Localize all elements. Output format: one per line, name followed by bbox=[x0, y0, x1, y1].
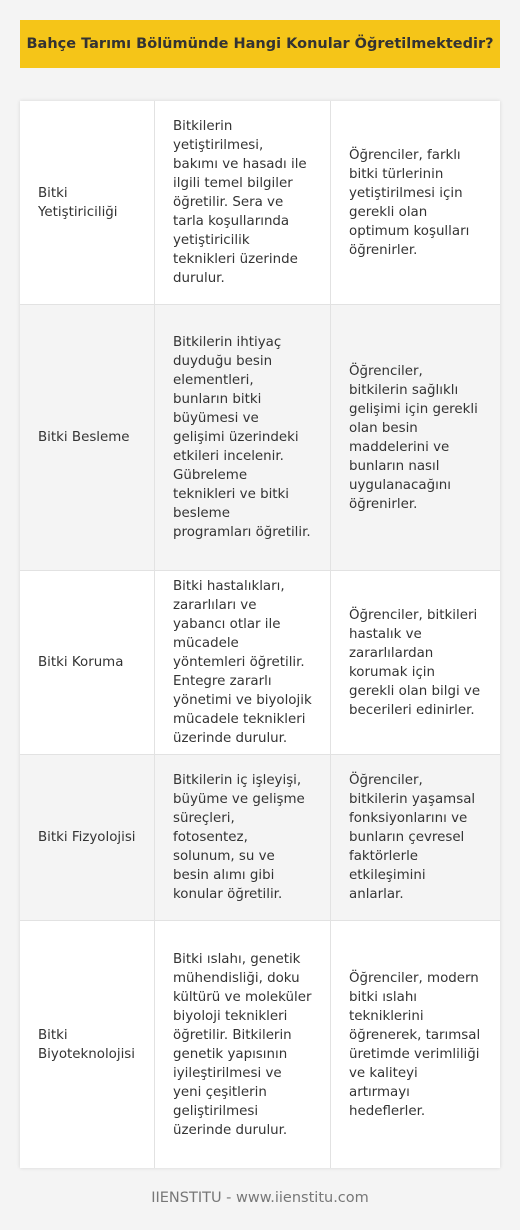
topic-cell: Bitki Biyoteknolojisi bbox=[20, 921, 155, 1168]
topic-cell: Bitki Koruma bbox=[20, 571, 155, 755]
topic-cell: Bitki Fizyolojisi bbox=[20, 755, 155, 921]
content-cell: Bitki ıslahı, genetik mühendisliği, doku kültürü ve moleküler biyoloji teknikleri öğretilir. Bitkilerin genetik yapısının iyileştirilmesi ve yeni çeşitlerin geliştirilmesi üzerinde durulur. bbox=[155, 921, 331, 1168]
outcome-cell: Öğrenciler, bitkileri hastalık ve zararlılardan korumak için gerekli olan bilgi ve becerileri edinirler. bbox=[331, 571, 500, 755]
outcome-cell: Öğrenciler, bitkilerin sağlıklı gelişimi için gerekli olan besin maddelerini ve bunların nasıl uygulanacağını öğrenirler. bbox=[331, 305, 500, 571]
content-cell: Bitkilerin iç işleyişi, büyüme ve gelişme süreçleri, fotosentez, solunum, su ve besin alımı gibi konular öğretilir. bbox=[155, 755, 331, 921]
topic-cell: Bitki Yetiştiriciliği bbox=[20, 101, 155, 305]
outcome-cell: Öğrenciler, farklı bitki türlerinin yetiştirilmesi için gerekli olan optimum koşulları öğrenirler. bbox=[331, 101, 500, 305]
footer-credit: IIENSTITU - www.iienstitu.com bbox=[151, 1190, 369, 1206]
title-banner bbox=[20, 20, 500, 68]
content-cell: Bitkilerin yetiştirilmesi, bakımı ve hasadı ile ilgili temel bilgiler öğretilir. Sera ve tarla koşullarında yetiştiricilik teknikleri üzerinde durulur. bbox=[155, 101, 331, 305]
content-cell: Bitki hastalıkları, zararlıları ve yabancı otlar ile mücadele yöntemleri öğretilir. Entegre zararlı yönetimi ve biyolojik mücadele teknikleri üzerinde durulur. bbox=[155, 571, 331, 755]
topics-table bbox=[20, 101, 500, 1168]
content-cell: Bitkilerin ihtiyaç duyduğu besin elementleri, bunların bitki büyümesi ve gelişimi üzerindeki etkileri incelenir. Gübreleme teknikleri ve bitki besleme programları öğretilir. bbox=[155, 305, 331, 571]
topic-cell: Bitki Besleme bbox=[20, 305, 155, 571]
outcome-cell: Öğrenciler, bitkilerin yaşamsal fonksiyonlarını ve bunların çevresel faktörlerle etkileşimini anlarlar. bbox=[331, 755, 500, 921]
page-title: Bahçe Tarımı Bölümünde Hangi Konular Öğretilmektedir? bbox=[26, 36, 494, 52]
outcome-cell: Öğrenciler, modern bitki ıslahı tekniklerini öğrenerek, tarımsal üretimde verimliliği ve kaliteyi artırmayı hedeflerler. bbox=[331, 921, 500, 1168]
